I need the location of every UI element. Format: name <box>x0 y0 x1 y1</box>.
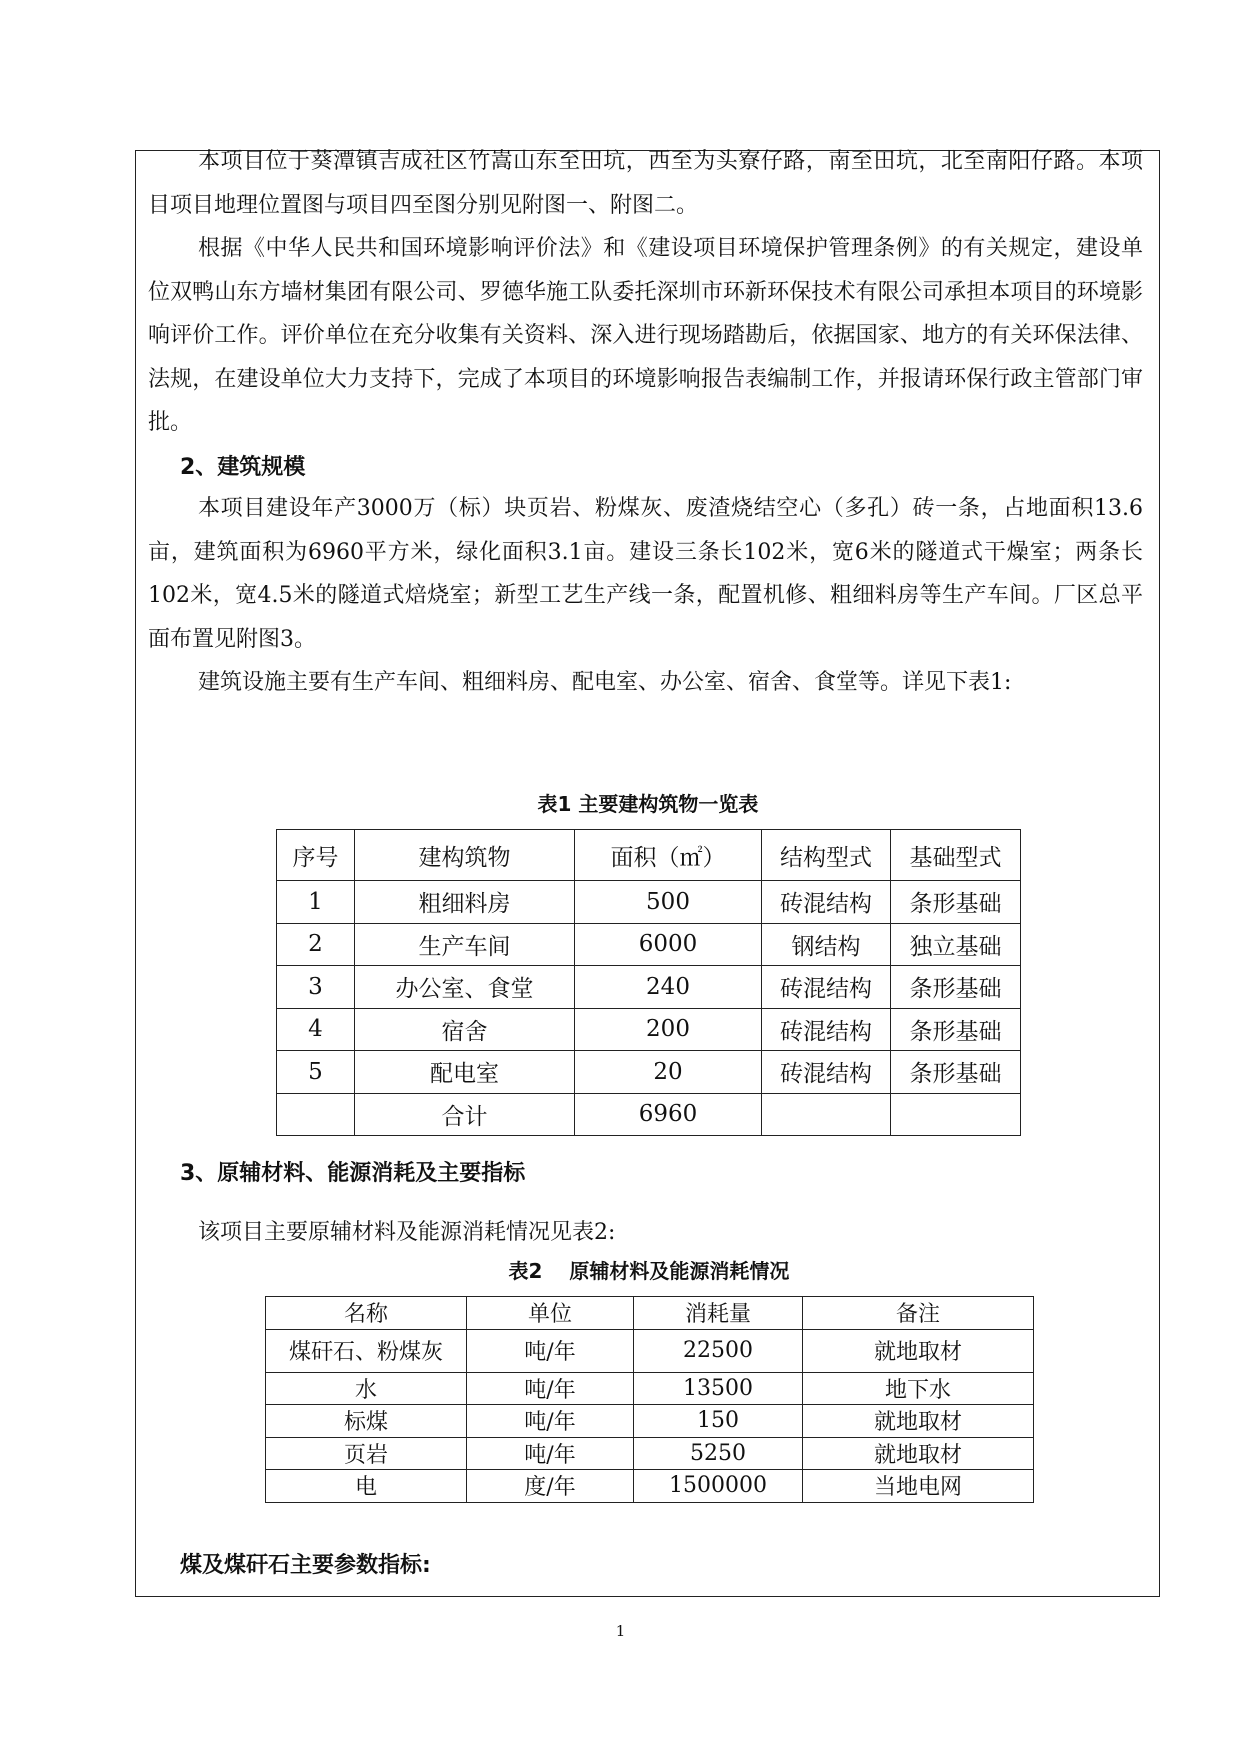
table-cell: 砖混结构 <box>762 966 891 1009</box>
table-cell: 水 <box>266 1372 467 1405</box>
table-header-row <box>266 1297 1034 1330</box>
section-heading-materials: 3、原辅材料、能源消耗及主要指标 <box>180 1161 526 1186</box>
table-cell: 就地取材 <box>803 1405 1034 1438</box>
table-cell: 吨/年 <box>467 1405 634 1438</box>
table-header-cell: 备注 <box>803 1297 1034 1330</box>
table-cell: 度/年 <box>467 1470 634 1503</box>
table-cell: 钢结构 <box>762 923 891 966</box>
table-total-row <box>277 1093 1021 1136</box>
facilities-paragraph: 建筑设施主要有生产车间、粗细料房、配电室、办公室、宿舍、食堂等。详见下表1: <box>198 670 1012 695</box>
table-cell: 条形基础 <box>891 1051 1021 1094</box>
table-row <box>277 1051 1021 1094</box>
table-cell: 5 <box>277 1051 355 1094</box>
table-row <box>277 966 1021 1009</box>
buildings-table <box>276 829 1021 1136</box>
table-cell: 吨/年 <box>467 1372 634 1405</box>
table-cell: 条形基础 <box>891 966 1021 1009</box>
table-row <box>277 881 1021 924</box>
table-cell: 吨/年 <box>467 1329 634 1372</box>
table-cell: 地下水 <box>803 1372 1034 1405</box>
table-cell: 页岩 <box>266 1437 467 1470</box>
table-row <box>266 1372 1034 1405</box>
table-header-cell: 名称 <box>266 1297 467 1330</box>
table-cell: 条形基础 <box>891 1008 1021 1051</box>
table-cell: 宿舍 <box>355 1008 575 1051</box>
table-cell: 砖混结构 <box>762 881 891 924</box>
materials-table <box>265 1296 1034 1503</box>
table-cell: 22500 <box>634 1329 803 1372</box>
table-cell: 20 <box>575 1051 762 1094</box>
table-cell <box>762 1093 891 1136</box>
table-row <box>266 1437 1034 1470</box>
page-number: 1 <box>615 1622 626 1640</box>
table-cell: 办公室、食堂 <box>355 966 575 1009</box>
table-header-cell: 基础型式 <box>891 830 1021 881</box>
table-header-cell: 面积（㎡） <box>575 830 762 881</box>
table-header-row <box>277 830 1021 881</box>
table-cell: 1500000 <box>634 1470 803 1503</box>
table-cell: 240 <box>575 966 762 1009</box>
location-paragraph: 本项目位于葵潭镇吉成社区竹嵩山东至田坑，西至为头寮仔路，南至田坑，北至南阳仔路。本项目项目地理位置图与项目四至图分别见附图一、附图二。 <box>148 149 1143 218</box>
section-heading-coal-params: 煤及煤矸石主要参数指标: <box>180 1553 431 1578</box>
table1-caption: 表1 主要建构筑物一览表 <box>537 792 759 816</box>
table-cell: 200 <box>575 1008 762 1051</box>
table-header-cell: 结构型式 <box>762 830 891 881</box>
table-cell: 条形基础 <box>891 881 1021 924</box>
table-cell: 砖混结构 <box>762 1051 891 1094</box>
materials-paragraph: 该项目主要原辅材料及能源消耗情况见表2: <box>198 1220 616 1245</box>
table-row <box>266 1405 1034 1438</box>
table-cell: 150 <box>634 1405 803 1438</box>
table-header-cell: 建构筑物 <box>355 830 575 881</box>
table-cell: 3 <box>277 966 355 1009</box>
table-cell: 6960 <box>575 1093 762 1136</box>
table-cell: 粗细料房 <box>355 881 575 924</box>
building-scale-paragraph: 本项目建设年产3000万（标）块页岩、粉煤灰、废渣烧结空心（多孔）砖一条，占地面积13.6亩，建筑面积为6960平方米，绿化面积3.1亩。建设三条长102米，宽6米的隧道式干燥室；两条长102米，宽4.5米的隧道式焙烧室；新型工艺生产线一条，配置机修、粗细料房等生产车间。厂区总平面布置见附图3。 <box>148 496 1143 652</box>
table-cell: 煤矸石、粉煤灰 <box>266 1329 467 1372</box>
table-cell: 13500 <box>634 1372 803 1405</box>
table-cell: 合计 <box>355 1093 575 1136</box>
table-cell <box>891 1093 1021 1136</box>
table-cell: 就地取材 <box>803 1437 1034 1470</box>
table2-caption: 表2 原辅材料及能源消耗情况 <box>508 1259 790 1283</box>
table-cell: 吨/年 <box>467 1437 634 1470</box>
table-cell <box>277 1093 355 1136</box>
table-cell: 2 <box>277 923 355 966</box>
table-cell: 当地电网 <box>803 1470 1034 1503</box>
table-header-cell: 消耗量 <box>634 1297 803 1330</box>
table-cell: 1 <box>277 881 355 924</box>
table-cell: 砖混结构 <box>762 1008 891 1051</box>
table-cell: 电 <box>266 1470 467 1503</box>
table-cell: 标煤 <box>266 1405 467 1438</box>
table-header-cell: 单位 <box>467 1297 634 1330</box>
table-cell: 500 <box>575 881 762 924</box>
table-cell: 6000 <box>575 923 762 966</box>
section-heading-building-scale: 2、建筑规模 <box>180 455 306 480</box>
table-cell: 独立基础 <box>891 923 1021 966</box>
table-row <box>277 923 1021 966</box>
table-cell: 就地取材 <box>803 1329 1034 1372</box>
table-header-cell: 序号 <box>277 830 355 881</box>
table-cell: 生产车间 <box>355 923 575 966</box>
table-cell: 配电室 <box>355 1051 575 1094</box>
table-row <box>266 1470 1034 1503</box>
table-row <box>277 1008 1021 1051</box>
table-cell: 5250 <box>634 1437 803 1470</box>
table-cell: 4 <box>277 1008 355 1051</box>
table-row <box>266 1329 1034 1372</box>
regulation-paragraph: 根据《中华人民共和国环境影响评价法》和《建设项目环境保护管理条例》的有关规定，建设单位双鸭山东方墙材集团有限公司、罗德华施工队委托深圳市环新环保技术有限公司承担本项目的环境影响评价工作。评价单位在充分收集有关资料、深入进行现场踏勘后，依据国家、地方的有关环保法律、法规，在建设单位大力支持下，完成了本项目的环境影响报告表编制工作，并报请环保行政主管部门审批。 <box>148 236 1143 435</box>
